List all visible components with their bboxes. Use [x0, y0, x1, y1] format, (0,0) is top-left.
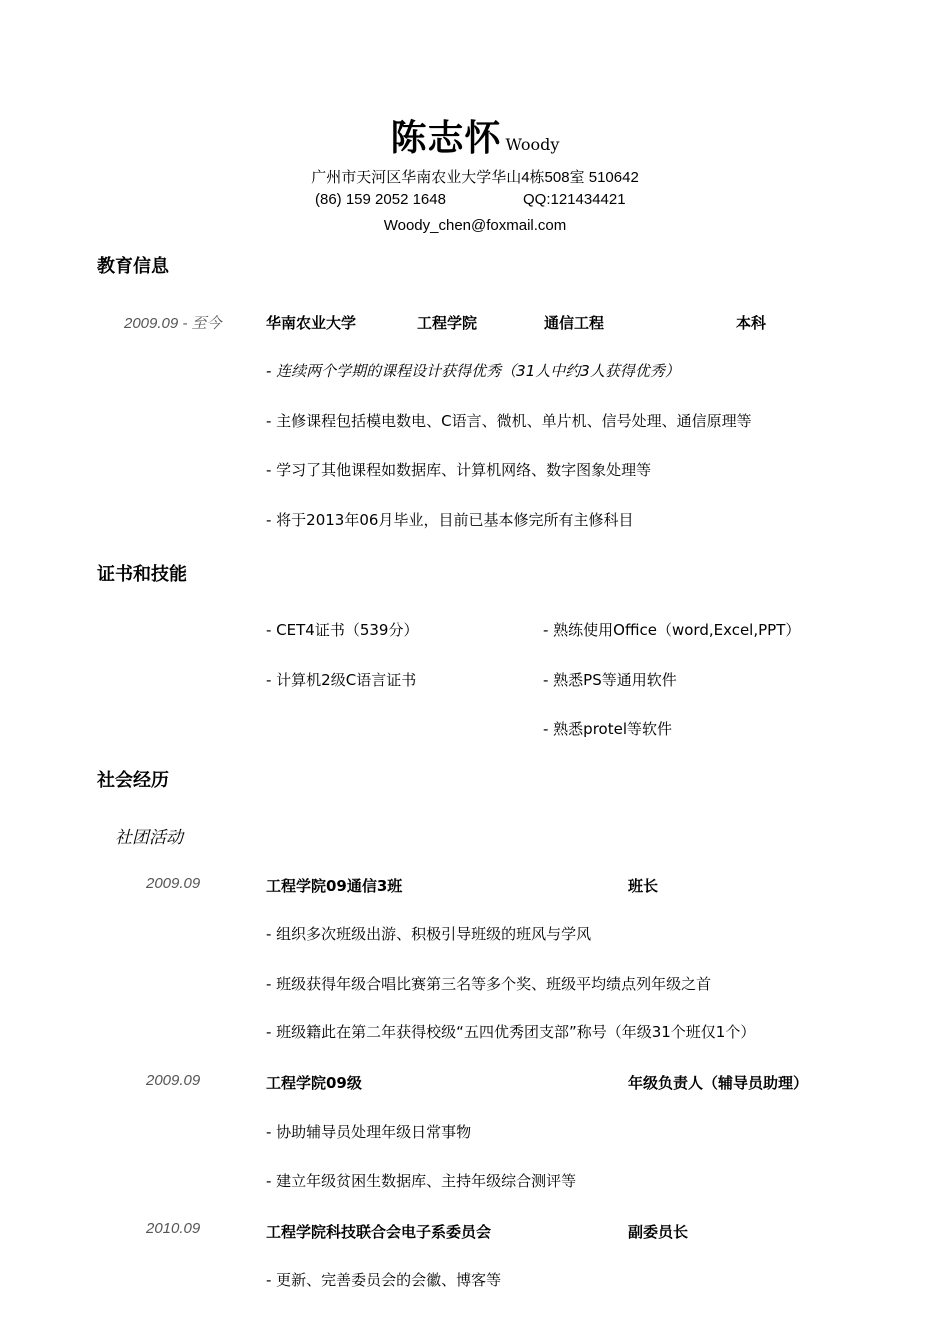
- education-item: - 连续两个学期的课程设计获得优秀（31人中约3人获得优秀）: [266, 362, 680, 380]
- phone-number: (86) 159 2052 1648: [315, 191, 446, 208]
- experience-org: 工程学院09级: [266, 1074, 362, 1092]
- name-chinese: 陈志怀: [390, 118, 502, 159]
- skill-item: - 计算机2级C语言证书: [266, 671, 417, 689]
- experience-org: 工程学院科技联合会电子系委员会: [266, 1223, 492, 1241]
- experience-item: - 建立年级贫困生数据库、主持年级综合测评等: [266, 1172, 577, 1190]
- section-title-social: 社会经历: [97, 770, 169, 791]
- subsection-title-clubs: 社团活动: [115, 828, 183, 848]
- skill-item: - 熟悉PS等通用软件: [543, 671, 677, 689]
- section-title-skills: 证书和技能: [97, 564, 187, 585]
- education-date: 2009.09 - 至今: [124, 315, 222, 332]
- skill-item: - 熟练使用Office（word,Excel,PPT）: [543, 621, 801, 639]
- experience-org: 工程学院09通信3班: [266, 877, 403, 895]
- email-address[interactable]: Woody_chen@foxmail.com: [383, 217, 567, 234]
- education-degree: 本科: [736, 314, 767, 332]
- qq-number: QQ:121434421: [523, 191, 626, 208]
- experience-role: 副委员长: [628, 1223, 689, 1241]
- experience-date: 2010.09: [146, 1220, 201, 1237]
- resume-name: [0, 110, 950, 161]
- experience-item: - 班级籍此在第二年获得校级“五四优秀团支部”称号（年级31个班仅1个）: [266, 1023, 756, 1041]
- experience-role: 年级负责人（辅导员助理）: [628, 1074, 809, 1092]
- education-college: 工程学院: [417, 314, 478, 332]
- skill-item: - CET4证书（539分）: [266, 621, 419, 639]
- education-item: - 主修课程包括模电数电、C语言、微机、单片机、信号处理、通信原理等: [266, 412, 752, 430]
- experience-item: - 组织多次班级出游、积极引导班级的班风与学风: [266, 925, 592, 943]
- experience-role: 班长: [628, 877, 659, 895]
- experience-item: - 更新、完善委员会的会徽、博客等: [266, 1271, 502, 1289]
- experience-date: 2009.09: [146, 1072, 201, 1089]
- name-english: Woody: [505, 135, 560, 154]
- education-school: 华南农业大学: [266, 314, 357, 332]
- address-line: 广州市天河区华南农业大学华山4栋508室 510642: [311, 169, 639, 186]
- education-item: - 学习了其他课程如数据库、计算机网络、数字图象处理等: [266, 461, 652, 479]
- section-title-education: 教育信息: [97, 256, 169, 277]
- experience-date: 2009.09: [146, 875, 201, 892]
- education-item: - 将于2013年06月毕业，目前已基本修完所有主修科目: [266, 511, 634, 529]
- experience-item: - 班级获得年级合唱比赛第三名等多个奖、班级平均绩点列年级之首: [266, 975, 712, 993]
- skill-item: - 熟悉protel等软件: [543, 720, 672, 738]
- education-major: 通信工程: [544, 314, 605, 332]
- experience-item: - 协助辅导员处理年级日常事物: [266, 1123, 472, 1141]
